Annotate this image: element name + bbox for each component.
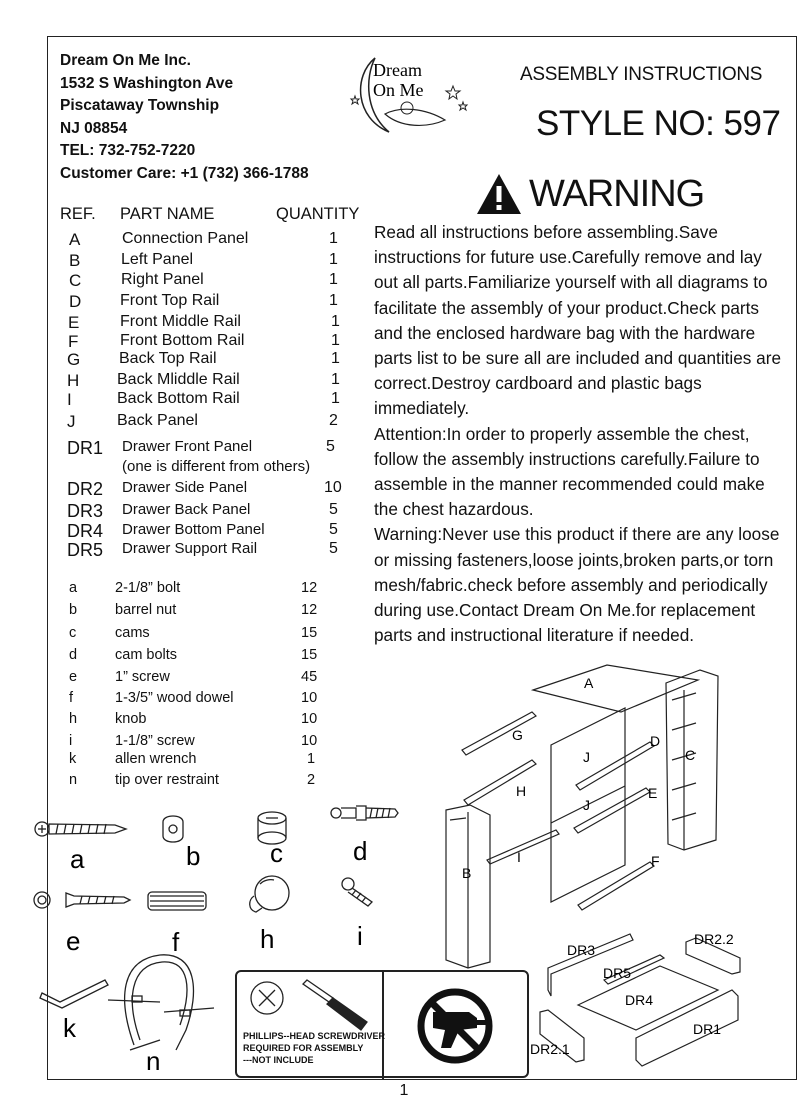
part-ref: G — [67, 350, 81, 369]
label-h: h — [260, 924, 275, 954]
diagram-label-f: F — [651, 853, 660, 869]
hw-qty: 12 — [301, 602, 318, 618]
label-k: k — [63, 1013, 76, 1043]
hw-ref: d — [69, 647, 78, 663]
part-qty: 5 — [329, 540, 338, 557]
diagram-label-i: I — [517, 849, 521, 865]
company-street: 1532 S Washington Ave — [60, 74, 234, 92]
part-qty: 2 — [329, 412, 338, 429]
label-i: i — [357, 921, 363, 951]
warning-paragraph-1: Read all instructions before assembling.Save instructions for future use.Carefully remove and lay out all parts.Familiarize yourself with all diagrams to facilitate the assembly of your product.Check parts and the enclosed hardware bag with the hardware parts list to be sure all are included and quantities are correct.Destroy cardboard and plastic bags immediately. — [374, 222, 782, 419]
diagram-label-c: C — [685, 747, 696, 763]
part-name: Left Panel — [121, 251, 194, 268]
diagram-label-b: B — [462, 865, 472, 881]
part-ref: F — [68, 332, 79, 351]
company-name: Dream On Me Inc. — [60, 52, 191, 69]
part-qty: 1 — [331, 332, 340, 349]
hw-ref: n — [69, 772, 78, 788]
diagram-label-dr2-1: DR2.1 — [530, 1041, 570, 1057]
part-name: Front Bottom Rail — [120, 332, 245, 349]
hw-name: 1-1/8” screw — [115, 733, 195, 749]
diagram-label-e: E — [648, 785, 658, 801]
hw-name: 1” screw — [115, 669, 170, 685]
panel-a — [533, 665, 698, 712]
part-qty: 5 — [329, 521, 338, 538]
part-ref: I — [67, 390, 72, 409]
company-state-zip: NJ 08854 — [60, 119, 128, 137]
hw-name: tip over restraint — [115, 772, 219, 788]
hw-qty: 15 — [301, 647, 318, 663]
hw-name: cam bolts — [115, 647, 178, 663]
part-qty: 1 — [331, 390, 340, 407]
diagram-label-dr3: DR3 — [567, 942, 596, 958]
diagram-label-a: A — [584, 675, 594, 691]
part-name: Front Middle Rail — [120, 313, 241, 330]
part-ref: DR5 — [67, 540, 104, 560]
part-qty: 1 — [329, 271, 338, 288]
diagram-label-dr2-2: DR2.2 — [694, 931, 734, 947]
part-name: Back Bottom Rail — [117, 390, 240, 407]
part-name: Right Panel — [121, 271, 204, 288]
part-ref: B — [69, 251, 81, 270]
warning-paragraph-3: Warning:Never use this product if there are any loose or missing fasteners,loose joints,broken parts,or torn mesh/fabric.check before assembly and periodically during use.Contact Dream On Me.for replacement parts and instructional literature if needed. — [374, 524, 780, 646]
hw-name: cams — [115, 625, 150, 641]
diagram-label-d: D — [650, 733, 661, 749]
part-name: Drawer Side Panel — [122, 479, 248, 496]
assembly-instructions-title: ASSEMBLY INSTRUCTIONS — [520, 64, 763, 85]
hw-name: 1-3/5” wood dowel — [115, 690, 234, 706]
part-qty: 1 — [329, 292, 338, 309]
label-b: b — [186, 841, 201, 871]
part-ref: A — [69, 230, 81, 249]
part-name: Back Panel — [117, 412, 198, 429]
logo-line1: Dream — [373, 60, 422, 80]
part-qty: 5 — [329, 501, 338, 518]
hw-name: 2-1/8” bolt — [115, 580, 181, 596]
hw-ref: e — [69, 669, 78, 685]
hw-qty: 2 — [307, 772, 316, 788]
hw-ref: c — [69, 625, 77, 641]
hw-ref: f — [69, 690, 74, 706]
diagram-label-g: G — [512, 727, 523, 743]
label-d: d — [353, 836, 368, 866]
part-ref: DR1 — [67, 438, 104, 458]
part-ref: C — [69, 271, 82, 290]
parts-header-qty: QUANTITY — [276, 205, 360, 223]
label-e: e — [66, 926, 81, 956]
diagram-label-j2: J — [583, 797, 590, 813]
part-name: Connection Panel — [122, 230, 249, 247]
label-a: a — [70, 844, 85, 874]
part-note: (one is different from others) — [122, 458, 311, 475]
label-f: f — [172, 927, 180, 957]
diagram-label-dr5: DR5 — [603, 965, 632, 981]
hw-name: barrel nut — [115, 602, 177, 618]
tool-caption-line3: ---NOT INCLUDE — [243, 1055, 314, 1065]
part-ref: DR4 — [67, 521, 104, 541]
part-ref: H — [67, 371, 80, 390]
style-number: STYLE NO: 597 — [536, 104, 781, 143]
hw-ref: k — [69, 751, 77, 767]
tool-caption-line2: REQUIRED FOR ASSEMBLY — [243, 1043, 364, 1053]
diagram-label-dr1: DR1 — [693, 1021, 722, 1037]
hw-qty: 1 — [307, 751, 316, 767]
panel-b — [446, 805, 490, 968]
warning-title: WARNING — [529, 172, 705, 215]
logo-line2: On Me — [373, 80, 424, 100]
hw-qty: 10 — [301, 711, 318, 727]
company-city: Piscataway Township — [60, 97, 220, 114]
warning-paragraph-2: Attention:In order to properly assemble the chest, follow the assembly instructions carefully.Failure to assemble in the manner recommended could make the chest hazardous. — [374, 423, 765, 520]
part-ref: DR3 — [67, 501, 104, 521]
part-qty: 1 — [331, 313, 340, 330]
diagram-label-dr4: DR4 — [625, 992, 654, 1008]
part-name: Drawer Bottom Panel — [122, 521, 265, 538]
part-ref: E — [68, 313, 80, 332]
part-name: Drawer Support Rail — [122, 540, 258, 557]
label-c: c — [270, 838, 283, 868]
part-name: Drawer Back Panel — [122, 501, 251, 518]
part-qty: 1 — [329, 230, 338, 247]
part-qty: 10 — [324, 479, 342, 496]
hw-qty: 15 — [301, 625, 318, 641]
page-number: 1 — [399, 1082, 409, 1099]
part-name: Drawer Front Panel — [122, 438, 253, 455]
parts-header-name: PART NAME — [120, 205, 215, 223]
part-qty: 1 — [329, 251, 338, 268]
part-ref: J — [67, 412, 76, 431]
parts-header-ref: REF. — [60, 205, 96, 223]
hw-name: knob — [115, 711, 147, 727]
part-name: Back Mliddle Rail — [117, 371, 240, 388]
hw-qty: 10 — [301, 733, 318, 749]
tool-caption-line1: PHILLIPS--HEAD SCREWDRIVER — [243, 1031, 386, 1041]
hw-qty: 10 — [301, 690, 318, 706]
hw-ref: i — [69, 733, 73, 749]
rail-i — [487, 830, 559, 864]
part-name: Back Top Rail — [119, 350, 217, 367]
diagram-label-h: H — [516, 783, 527, 799]
hw-ref: h — [69, 711, 78, 727]
part-name: Front Top Rail — [120, 292, 220, 309]
label-n: n — [146, 1046, 161, 1076]
rail-g — [462, 712, 536, 755]
hw-name: allen wrench — [115, 751, 197, 767]
hw-ref: b — [69, 602, 78, 618]
company-tel: TEL: 732-752-7220 — [60, 142, 196, 159]
part-qty: 1 — [331, 350, 340, 367]
diagram-label-j1: J — [583, 749, 590, 765]
hw-qty: 12 — [301, 580, 318, 596]
hw-ref: a — [69, 580, 78, 596]
part-ref: D — [69, 292, 82, 311]
part-qty: 1 — [331, 371, 340, 388]
hw-qty: 45 — [301, 669, 318, 685]
part-qty: 5 — [326, 438, 335, 455]
part-ref: DR2 — [67, 479, 104, 499]
customer-care: Customer Care: +1 (732) 366-1788 — [60, 164, 309, 182]
